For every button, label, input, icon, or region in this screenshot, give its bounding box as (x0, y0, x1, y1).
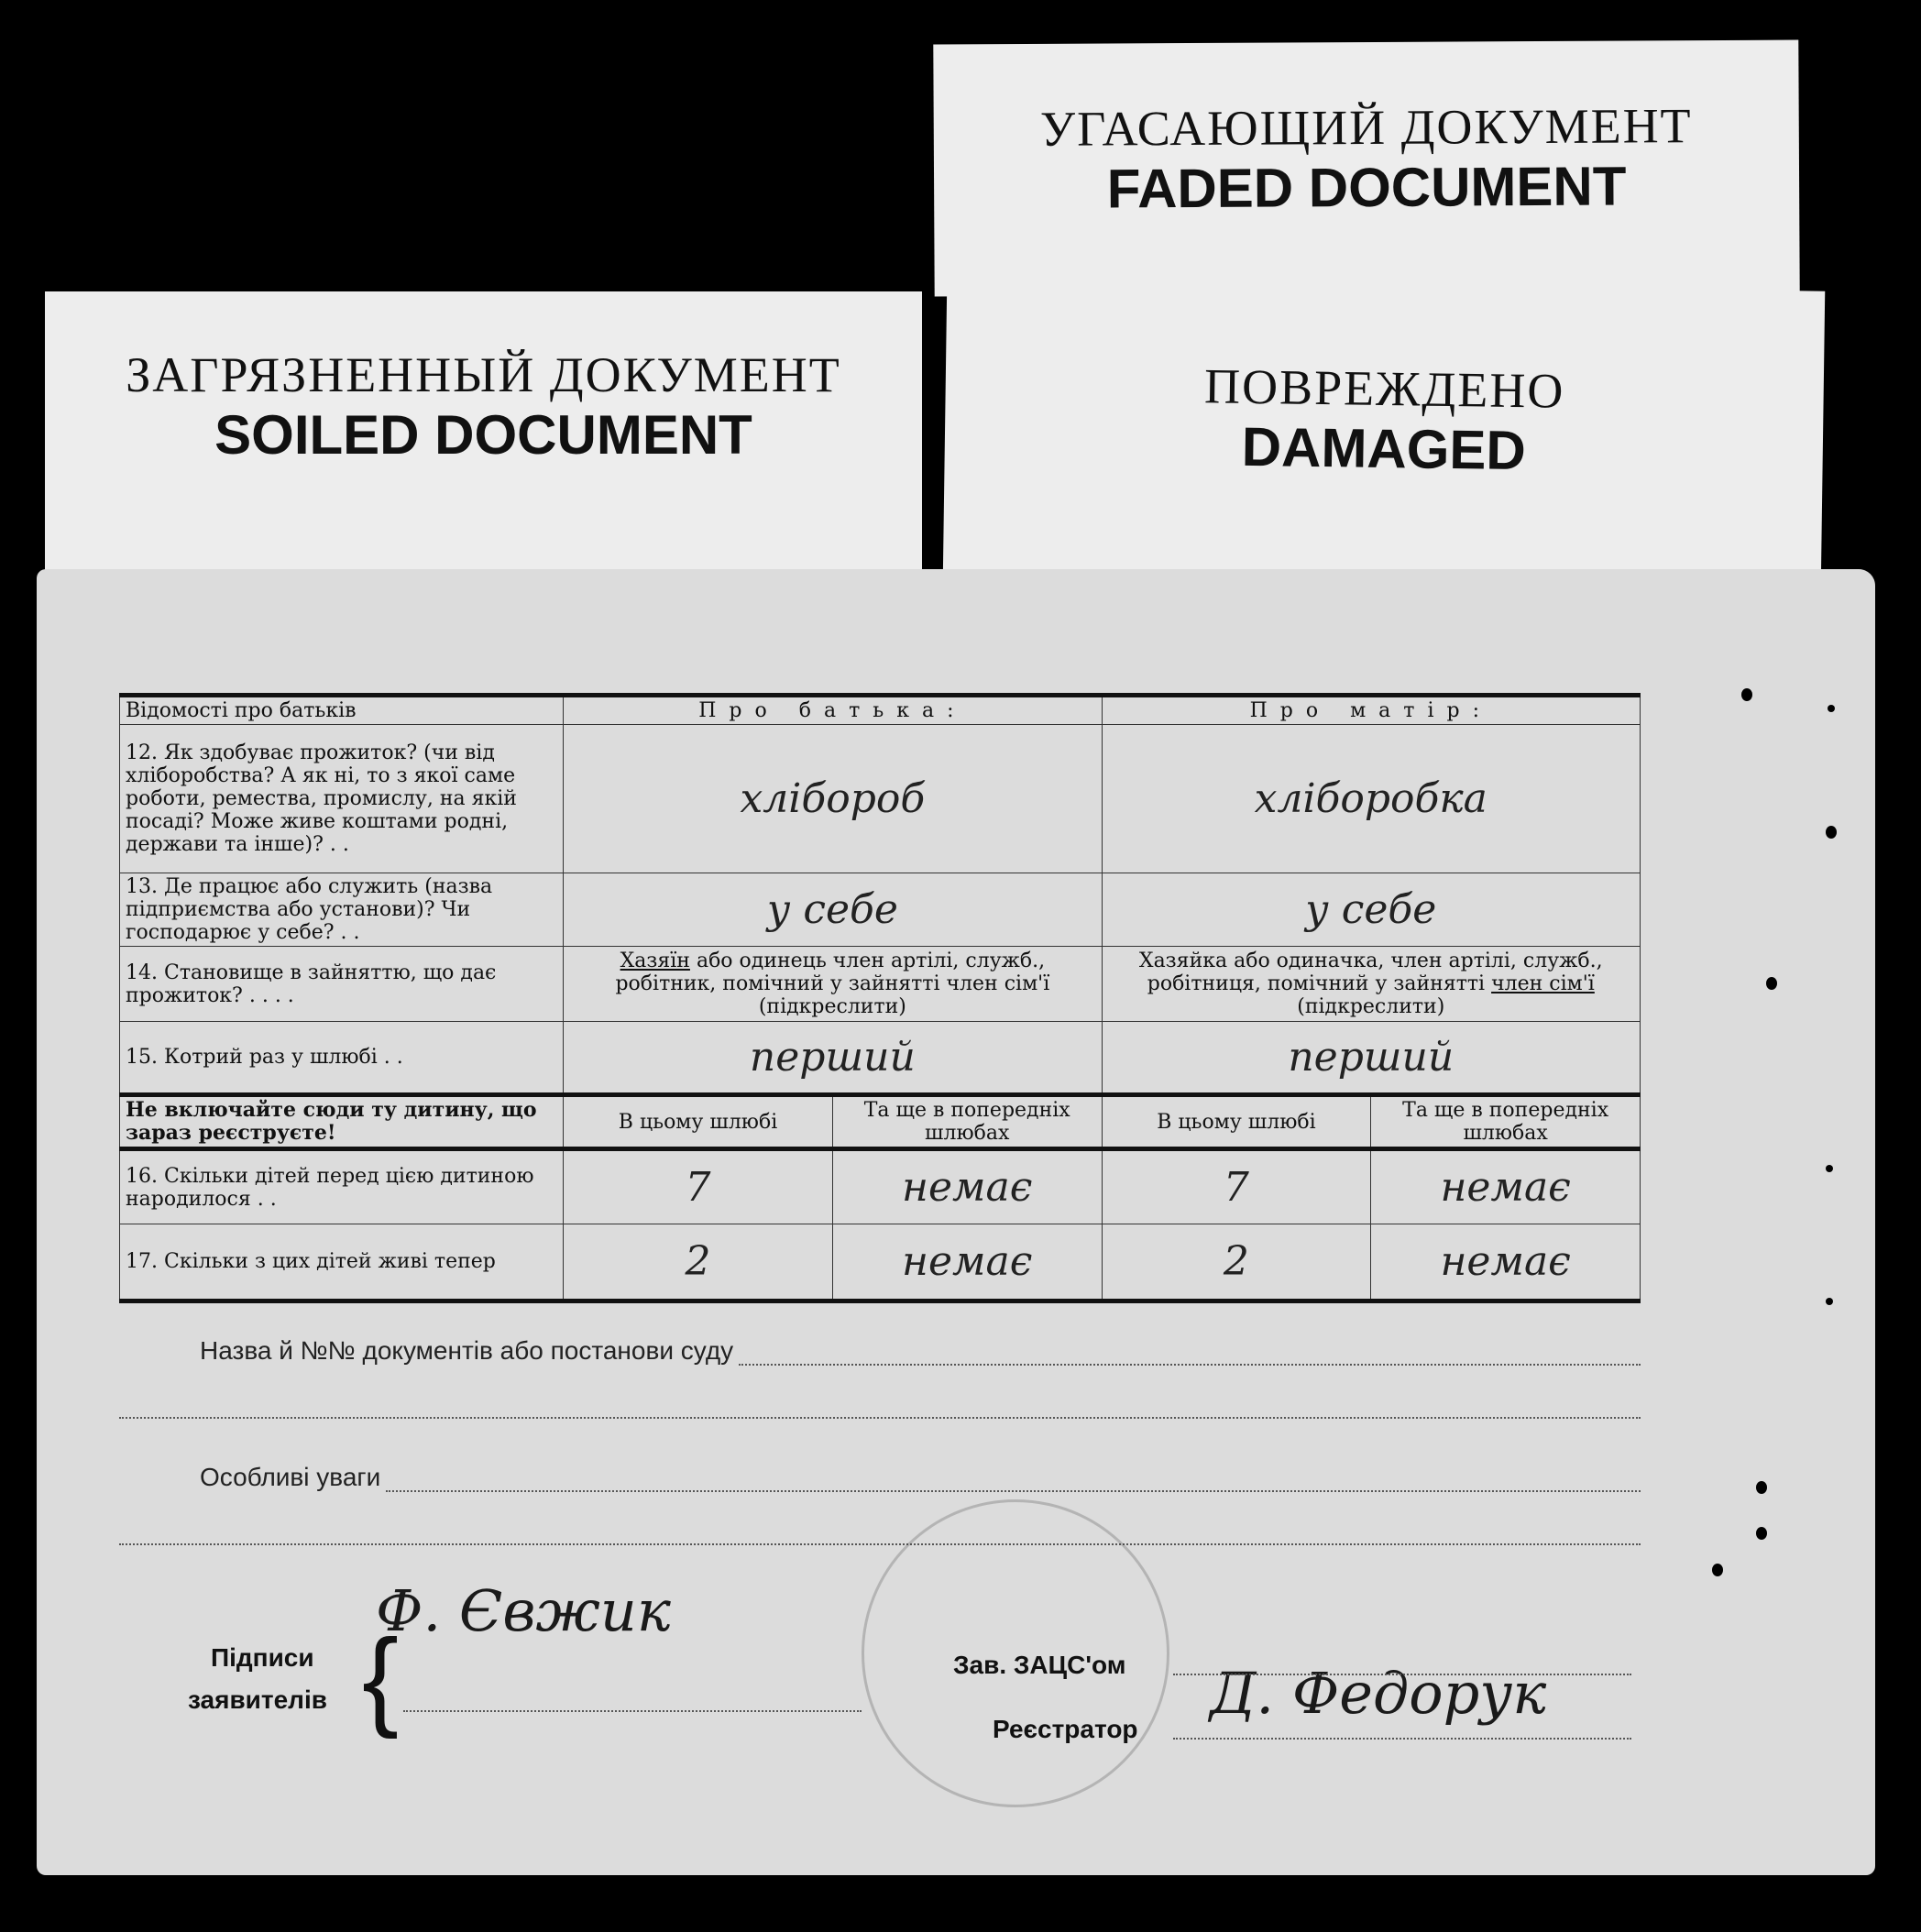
question-13: 13. Де працює або служить (назва підприємства або установи)? Чи господарює у себе? . . (120, 873, 564, 947)
documents-label: Назва й №№ документів або постанови суду (200, 1336, 734, 1365)
punch-hole (1712, 1564, 1723, 1576)
head-signature-line (1173, 1674, 1631, 1675)
registrar-label: Реєстратор (993, 1715, 1138, 1743)
answer-17-mother-this (1102, 1224, 1371, 1301)
answer-14-mother (1102, 947, 1640, 1022)
answer-12-father (564, 725, 1102, 873)
question-17: 17. Скільки з цих дітей живі тепер (120, 1224, 564, 1301)
brace: { (362, 1617, 400, 1740)
applicants-label-1: Підписи (211, 1643, 314, 1672)
documents-field (119, 1336, 1641, 1419)
handwritten-text: немає (1440, 1238, 1571, 1285)
head-zags-label: Зав. ЗАЦС'ом (953, 1651, 1126, 1679)
answer-17-mother-prev (1371, 1224, 1641, 1301)
applicants-label-2: заявителів (188, 1685, 327, 1714)
soiled-label-ru: ЗАГРЯЗНЕННЫЙ ДОКУМЕНТ (126, 347, 841, 402)
faded-document-card (933, 40, 1799, 297)
faded-label-en: FADED DOCUMENT (1106, 155, 1627, 220)
handwritten-text: хлібороб (740, 775, 926, 822)
parents-info-table (119, 693, 1641, 1303)
punch-hole (1826, 1165, 1833, 1172)
soiled-label-en: SOILED DOCUMENT (214, 404, 752, 466)
header-parents-info: Відомості про батьків (120, 696, 564, 725)
faded-label-ru: УГАСАЮЩИЙ ДОКУМЕНТ (1039, 98, 1693, 157)
registrar-signature: Д. Федорук (1210, 1660, 1547, 1727)
answer-14-father (564, 947, 1102, 1022)
punch-hole (1756, 1481, 1767, 1494)
handwritten-text: немає (1440, 1164, 1571, 1211)
options-text: або одинець член артілі, служб., робітник, помічний у зайнятті член сім'ї (615, 950, 1050, 995)
answer-16-mother-prev (1371, 1149, 1641, 1224)
answer-12-mother (1102, 725, 1640, 873)
answer-13-father (564, 873, 1102, 947)
header-mother: Про матір: (1102, 696, 1640, 725)
answer-17-father-this (564, 1224, 833, 1301)
answer-15-father (564, 1022, 1102, 1095)
children-note: Не включайте сюди ту дитину, що зараз реєструєте! (120, 1095, 564, 1149)
registration-form-sheet (37, 569, 1875, 1875)
col-prev-marriages-mother: Та ще в попередніх шлюбах (1371, 1095, 1641, 1149)
handwritten-text: у себе (766, 886, 898, 933)
answer-16-father-prev (832, 1149, 1102, 1224)
question-14: 14. Становище в зайняттю, що дає прожиток? . . . . (120, 947, 564, 1022)
underlined-option: Хазяїн (620, 950, 690, 972)
handwritten-text: немає (902, 1164, 1033, 1211)
notes-line-2 (119, 1492, 1641, 1545)
answer-16-mother-this (1102, 1149, 1371, 1224)
col-this-marriage-father: В цьому шлюбі (564, 1095, 833, 1149)
registrar-signature-line (1173, 1738, 1631, 1740)
punch-hole (1766, 977, 1777, 990)
damaged-label-ru: ПОВРЕЖДЕНО (1203, 358, 1565, 419)
answer-13-mother (1102, 873, 1640, 947)
underlined-option: член сім'ї (1491, 972, 1595, 995)
applicant-signature-line (403, 1710, 862, 1712)
col-this-marriage-mother: В цьому шлюбі (1102, 1095, 1371, 1149)
handwritten-text: перший (749, 1034, 916, 1081)
punch-hole (1741, 688, 1752, 701)
instruction-text: (підкреслити) (1297, 995, 1445, 1018)
soiled-document-card (45, 291, 922, 585)
documents-line (739, 1345, 1641, 1366)
notes-label: Особливі уваги (200, 1463, 381, 1491)
punch-hole (1826, 1298, 1833, 1305)
punch-hole (1756, 1527, 1767, 1540)
applicant-signature: Ф. Євжик (376, 1577, 671, 1644)
question-16: 16. Скільки дітей перед цією дитиною народилося . . (120, 1149, 564, 1224)
handwritten-text: немає (902, 1238, 1033, 1285)
documents-line-2 (119, 1366, 1641, 1419)
options-text: Хазяйка або одиначка, член артілі, служб., робітниця, помічний у зайнятті (1138, 950, 1603, 995)
answer-15-mother (1102, 1022, 1640, 1095)
damaged-label-en: DAMAGED (1241, 415, 1527, 482)
handwritten-text: 7 (1223, 1164, 1249, 1211)
answer-16-father-this (564, 1149, 833, 1224)
punch-hole (1828, 705, 1835, 712)
question-15: 15. Котрий раз у шлюбі . . (120, 1022, 564, 1095)
notes-line (386, 1472, 1641, 1492)
damaged-document-card (943, 279, 1826, 593)
handwritten-text: у себе (1305, 886, 1437, 933)
header-father: Про батька: (564, 696, 1102, 725)
punch-hole (1826, 826, 1837, 839)
instruction-text: (підкреслити) (758, 995, 906, 1018)
handwritten-text: перший (1288, 1034, 1454, 1081)
col-prev-marriages-father: Та ще в попередніх шлюбах (832, 1095, 1102, 1149)
handwritten-text: 7 (685, 1164, 711, 1211)
handwritten-text: 2 (1223, 1238, 1249, 1285)
question-12: 12. Як здобуває прожиток? (чи від хліборобства? А як ні, то з якої саме роботи, ремества, промислу, на якій посаді? Може живе коштами родні, держави та інше)? . . (120, 725, 564, 873)
notes-field (119, 1463, 1641, 1545)
handwritten-text: хліборобка (1254, 775, 1487, 822)
handwritten-text: 2 (685, 1238, 711, 1285)
answer-17-father-prev (832, 1224, 1102, 1301)
